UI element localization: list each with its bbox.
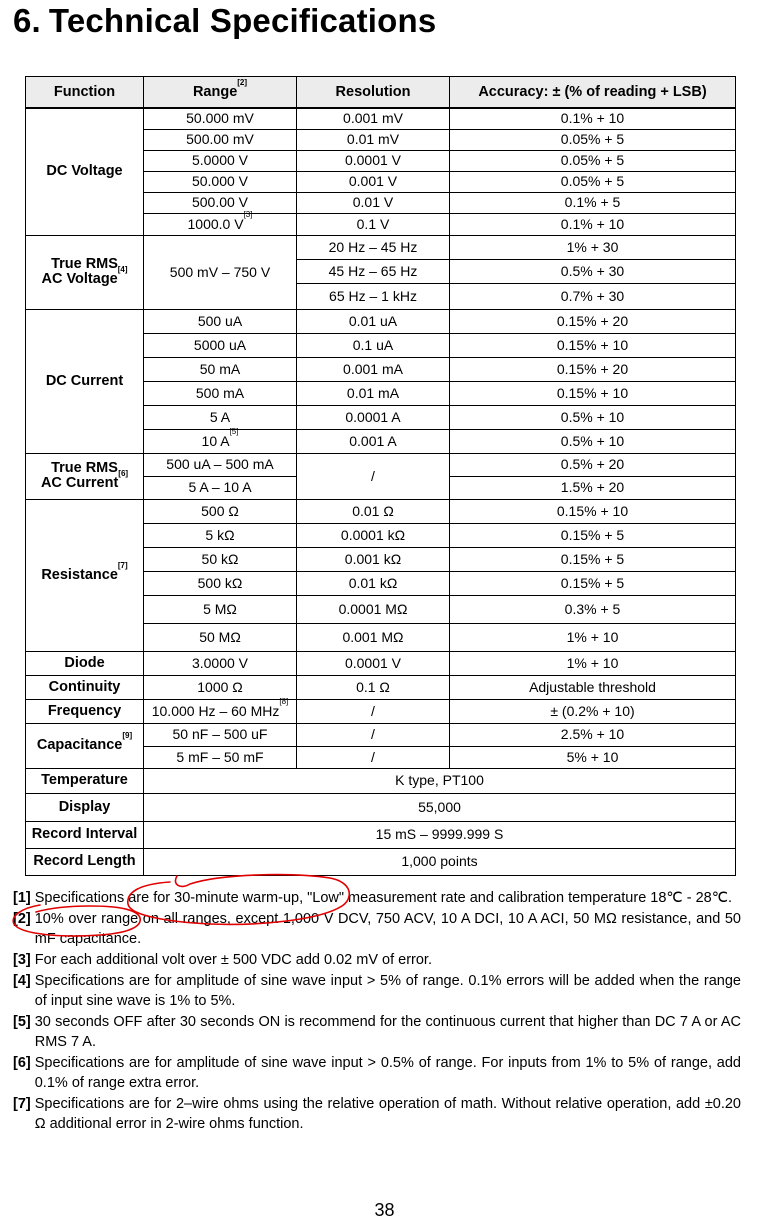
footnote-text: Specifications are for 2–wire ohms using the relative operation of math. Without relative operation, add ±0.20 Ω additional error in 2-wire ohms function.: [34, 1096, 741, 1132]
header-accuracy: Accuracy: ± (% of reading + LSB): [450, 77, 736, 109]
resolution-cell: 0.001 MΩ: [297, 623, 450, 651]
accuracy-cell: 0.5% + 10: [450, 429, 736, 453]
accuracy-cell: 0.15% + 5: [450, 523, 736, 547]
table-row: [26, 675, 736, 699]
page-title: [13, 2, 436, 40]
resolution-cell: /: [297, 723, 450, 746]
function-record-length: Record Length: [26, 848, 144, 875]
resolution-cell: 0.1 Ω: [297, 675, 450, 699]
range-cell: 5.0000 V: [144, 150, 297, 171]
footnote-item: [13, 1094, 741, 1134]
range-text: 10 A: [201, 432, 230, 449]
range-cell: 50.000 V: [144, 171, 297, 192]
resolution-cell: 0.0001 MΩ: [297, 595, 450, 623]
table-row: [26, 309, 736, 333]
accuracy-cell: 0.5% + 10: [450, 405, 736, 429]
footnote-ref: [8]: [279, 696, 289, 706]
function-label-line1: True RMS: [51, 256, 118, 272]
accuracy-cell: 0.05% + 5: [450, 150, 736, 171]
footnote-tag: [4]: [13, 973, 31, 989]
footnote-item: [13, 971, 741, 1011]
range-cell: 500 kΩ: [144, 571, 297, 595]
function-temperature: Temperature: [26, 768, 144, 793]
accuracy-cell: 0.7% + 30: [450, 283, 736, 309]
range-cell: 500.00 V: [144, 192, 297, 213]
range-cell: 500 mV – 750 V: [144, 235, 297, 309]
spec-table: [25, 76, 736, 876]
resolution-cell: 0.0001 V: [297, 150, 450, 171]
accuracy-cell: 2.5% + 10: [450, 723, 736, 746]
resolution-cell: 0.1 uA: [297, 333, 450, 357]
resolution-cell: 0.001 V: [297, 171, 450, 192]
table-row: [26, 108, 736, 129]
table-row: [26, 453, 736, 476]
resolution-cell: 0.0001 V: [297, 651, 450, 675]
resolution-cell: 0.0001 kΩ: [297, 523, 450, 547]
function-label-line2: AC Voltage: [41, 271, 118, 287]
resolution-cell: 0.001 mA: [297, 357, 450, 381]
table-row: [26, 499, 736, 523]
accuracy-cell: 0.1% + 10: [450, 108, 736, 129]
function-label: Capacitance: [36, 737, 123, 753]
range-cell: 5 A – 10 A: [144, 476, 297, 499]
resolution-cell: 0.1 V: [297, 213, 450, 235]
table-row: [26, 723, 736, 746]
resolution-cell: 20 Hz – 45 Hz: [297, 235, 450, 259]
accuracy-cell: Adjustable threshold: [450, 675, 736, 699]
resolution-cell: 0.01 mV: [297, 129, 450, 150]
value-cell: 55,000: [144, 793, 736, 821]
function-frequency: Frequency: [26, 699, 144, 723]
value-cell: K type, PT100: [144, 768, 736, 793]
resolution-cell: /: [297, 699, 450, 723]
resolution-cell: /: [297, 746, 450, 768]
footnote-tag: [1]: [13, 890, 31, 906]
resolution-cell: 0.01 kΩ: [297, 571, 450, 595]
accuracy-cell: 0.3% + 5: [450, 595, 736, 623]
range-cell: 500 Ω: [144, 499, 297, 523]
accuracy-cell: 1% + 10: [450, 651, 736, 675]
table-row: [26, 821, 736, 848]
range-cell: [144, 209, 297, 235]
footnotes: [13, 888, 741, 1135]
range-cell: 5 A: [144, 405, 297, 429]
range-cell: 500 uA: [144, 309, 297, 333]
accuracy-cell: 0.1% + 10: [450, 213, 736, 235]
page-number: 38: [374, 1200, 395, 1220]
accuracy-cell: 0.05% + 5: [450, 129, 736, 150]
footnote-tag: [2]: [13, 911, 31, 927]
header-range-text: Range: [192, 83, 238, 100]
range-cell: 5 mF – 50 mF: [144, 746, 297, 768]
function-diode: Diode: [26, 651, 144, 675]
header-resolution: Resolution: [297, 77, 450, 109]
footnote-text: Specifications are for amplitude of sine wave input > 0.5% of range. For inputs from 1% to 5% of range, add 0.1% of range extra error.: [34, 1055, 741, 1091]
footnote-ref: [7]: [117, 560, 128, 570]
table-header-row: [26, 77, 736, 109]
value-cell: 15 mS – 9999.999 S: [144, 821, 736, 848]
range-cell: [144, 426, 297, 453]
range-cell: 50 kΩ: [144, 547, 297, 571]
table-row: [26, 848, 736, 875]
header-function: Function: [26, 77, 144, 109]
footnote-text: Specifications are for 30-minute warm-up, "Low" measurement rate and calibration temperature 18℃ - 28℃.: [34, 890, 733, 906]
resolution-cell: 0.01 uA: [297, 309, 450, 333]
range-text: 10.000 Hz – 60 MHz: [151, 702, 280, 719]
resolution-cell: 0.001 kΩ: [297, 547, 450, 571]
accuracy-cell: 0.15% + 10: [450, 333, 736, 357]
table-row: [26, 235, 736, 259]
range-text: 1000.0 V: [187, 215, 244, 232]
footnote-ref: [3]: [243, 209, 253, 219]
section-number: 6.: [13, 2, 41, 39]
range-cell: 500 mA: [144, 381, 297, 405]
footnote-item: [13, 909, 741, 949]
header-range: [144, 77, 297, 109]
function-dc-voltage: DC Voltage: [26, 108, 144, 235]
function-resistance: [26, 499, 144, 651]
range-cell: 50 mA: [144, 357, 297, 381]
accuracy-cell: 0.15% + 20: [450, 309, 736, 333]
accuracy-cell: 1.5% + 20: [450, 476, 736, 499]
range-cell: 500.00 mV: [144, 129, 297, 150]
resolution-cell: 0.01 Ω: [297, 499, 450, 523]
footnote-item: [13, 888, 741, 908]
footnote-tag: [5]: [13, 1014, 31, 1030]
range-cell: 5 MΩ: [144, 595, 297, 623]
range-cell: 3.0000 V: [144, 651, 297, 675]
footnote-text: 30 seconds OFF after 30 seconds ON is recommend for the continuous current that higher than DC 7 A or AC RMS 7 A.: [34, 1014, 741, 1050]
footnote-text: Specifications are for amplitude of sine wave input > 5% of range. 0.1% errors will be added when the range of input sine wave is 1% to 5%.: [34, 973, 741, 1009]
footnote-item: [13, 1053, 741, 1093]
function-label: Resistance: [41, 566, 118, 583]
function-dc-current: DC Current: [26, 309, 144, 453]
footnote-text: For each additional volt over ± 500 VDC add 0.02 mV of error.: [34, 952, 432, 968]
resolution-cell: 65 Hz – 1 kHz: [297, 283, 450, 309]
resolution-cell: 0.01 mA: [297, 381, 450, 405]
function-ac-current: [26, 453, 144, 499]
resolution-cell: /: [297, 453, 450, 499]
function-label-line2: AC Current: [40, 475, 119, 491]
footnote-text: 10% over range on all ranges, except 1,000 V DCV, 750 ACV, 10 A DCI, 10 A ACI, 50 MΩ resistance, and 50 mF capacitance.: [34, 911, 741, 947]
footnote-item: [13, 950, 741, 970]
range-cell: 50 MΩ: [144, 623, 297, 651]
resolution-cell: 0.0001 A: [297, 405, 450, 429]
accuracy-cell: 0.1% + 5: [450, 192, 736, 213]
function-ac-voltage: [26, 235, 144, 309]
footnote-ref: [9]: [122, 731, 133, 740]
range-cell: 500 uA – 500 mA: [144, 453, 297, 476]
table-row: [26, 699, 736, 723]
accuracy-cell: 0.15% + 5: [450, 571, 736, 595]
accuracy-cell: 0.15% + 10: [450, 381, 736, 405]
footnote-tag: [6]: [13, 1055, 31, 1071]
resolution-cell: 0.001 A: [297, 429, 450, 453]
value-cell: 1,000 points: [144, 848, 736, 875]
range-cell: 1000 Ω: [144, 675, 297, 699]
resolution-cell: 0.001 mV: [297, 108, 450, 129]
function-capacitance: [26, 723, 144, 768]
footnote-tag: [3]: [13, 952, 31, 968]
accuracy-cell: 0.05% + 5: [450, 171, 736, 192]
range-cell: 50.000 mV: [144, 108, 297, 129]
section-title: Technical Specifications: [48, 2, 437, 39]
accuracy-cell: 5% + 10: [450, 746, 736, 768]
accuracy-cell: 0.15% + 20: [450, 357, 736, 381]
function-continuity: Continuity: [26, 675, 144, 699]
footnote-ref: [5]: [229, 426, 239, 436]
range-cell: 5000 uA: [144, 333, 297, 357]
accuracy-cell: 0.15% + 5: [450, 547, 736, 571]
range-cell: 50 nF – 500 uF: [144, 723, 297, 746]
accuracy-cell: 0.5% + 20: [450, 453, 736, 476]
footnote-ref: [6]: [118, 469, 129, 478]
resolution-cell: 45 Hz – 65 Hz: [297, 259, 450, 283]
accuracy-cell: 1% + 10: [450, 623, 736, 651]
resolution-cell: 0.01 V: [297, 192, 450, 213]
table-row: [26, 793, 736, 821]
footnote-ref: [4]: [117, 265, 128, 274]
footnote-tag: [7]: [13, 1096, 31, 1112]
accuracy-cell: 1% + 30: [450, 235, 736, 259]
accuracy-cell: ± (0.2% + 10): [450, 699, 736, 723]
table-row: [26, 651, 736, 675]
footnote-item: [13, 1012, 741, 1052]
footnote-ref: [2]: [237, 77, 248, 87]
function-label-line1: True RMS: [51, 460, 118, 476]
table-row: [26, 768, 736, 793]
function-record-interval: Record Interval: [26, 821, 144, 848]
range-cell: [144, 696, 297, 723]
accuracy-cell: 0.5% + 30: [450, 259, 736, 283]
accuracy-cell: 0.15% + 10: [450, 499, 736, 523]
function-display: Display: [26, 793, 144, 821]
range-cell: 5 kΩ: [144, 523, 297, 547]
